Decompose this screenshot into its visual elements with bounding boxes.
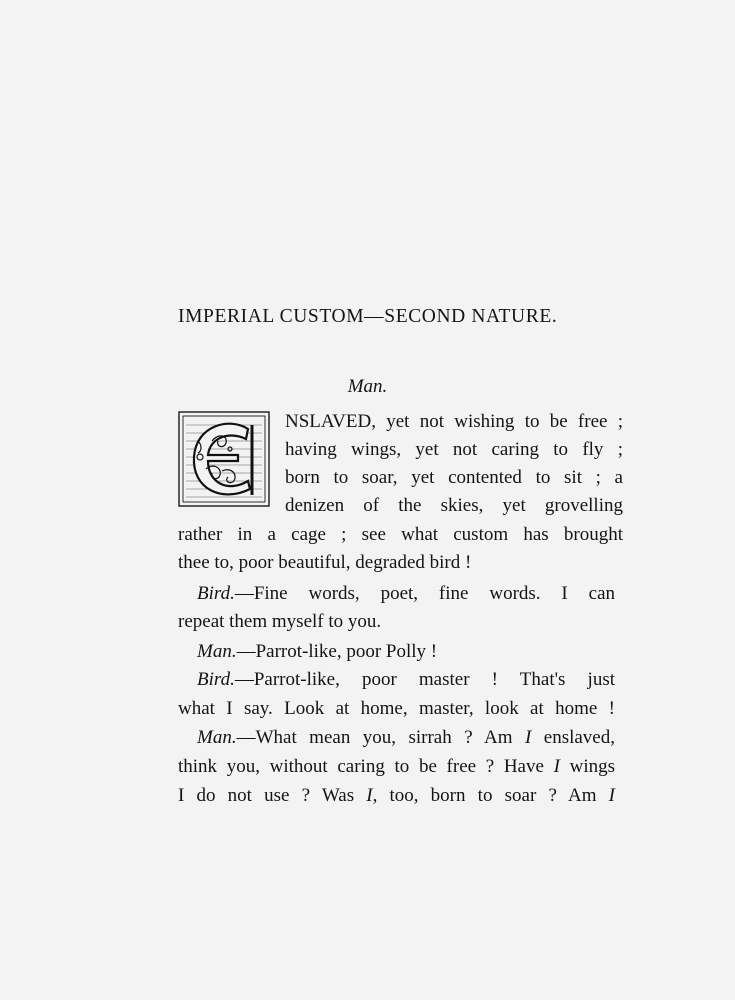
text-span: what I say. Look at home, master, look at home ! — [178, 698, 615, 719]
italic-text: I — [608, 785, 615, 806]
text-span: think you, without caring to be free ? Have — [178, 756, 554, 777]
text-span: having wings, yet not caring to fly ; — [285, 439, 623, 460]
text-line — [197, 641, 437, 663]
italic-text: I — [553, 756, 560, 777]
text-line — [178, 698, 615, 720]
text-line — [178, 611, 381, 633]
text-line — [178, 756, 615, 778]
text-span: denizen of the skies, yet grovelling — [285, 495, 623, 516]
text-span: rather in a cage ; see what custom has brought — [178, 524, 623, 545]
text-line — [285, 411, 623, 433]
text-line — [197, 669, 615, 691]
text-line — [178, 552, 471, 574]
italic-text: Man. — [197, 641, 237, 662]
italic-text: Bird. — [197, 669, 235, 690]
italic-text: I — [366, 785, 373, 806]
text-span: repeat them myself to you. — [178, 611, 382, 632]
speaker-heading: Man. — [347, 376, 388, 397]
text-span: , too, born to soar ? Am — [372, 785, 609, 806]
text-line — [178, 524, 623, 546]
italic-text: Man. — [197, 727, 237, 748]
text-span: thee to, poor beautiful, degraded bird ! — [178, 552, 472, 573]
text-line — [285, 439, 623, 461]
chapter-title: IMPERIAL CUSTOM—SECOND NATURE. — [178, 306, 558, 327]
text-line — [178, 785, 615, 807]
text-span: —Parrot-like, poor Polly ! — [236, 641, 438, 662]
text-span: born to soar, yet contented to sit ; a — [285, 467, 623, 488]
text-span: NSLAVED, yet not wishing to be free ; — [285, 411, 623, 432]
text-line — [285, 495, 623, 517]
decorated-initial-e — [178, 411, 270, 507]
italic-text: Bird. — [197, 583, 235, 604]
italic-text: I — [524, 727, 532, 748]
text-span: —Parrot-like, poor master ! That's just — [234, 669, 615, 690]
text-span: —Fine words, poet, fine words. I can — [234, 583, 615, 604]
text-line — [197, 727, 615, 749]
text-line — [197, 583, 615, 605]
text-span: —What mean you, sirrah ? Am — [236, 727, 525, 748]
text-span: I do not use ? Was — [178, 785, 367, 806]
text-line — [285, 467, 623, 489]
text-span: enslaved, — [531, 727, 615, 748]
text-span: wings — [559, 756, 615, 777]
